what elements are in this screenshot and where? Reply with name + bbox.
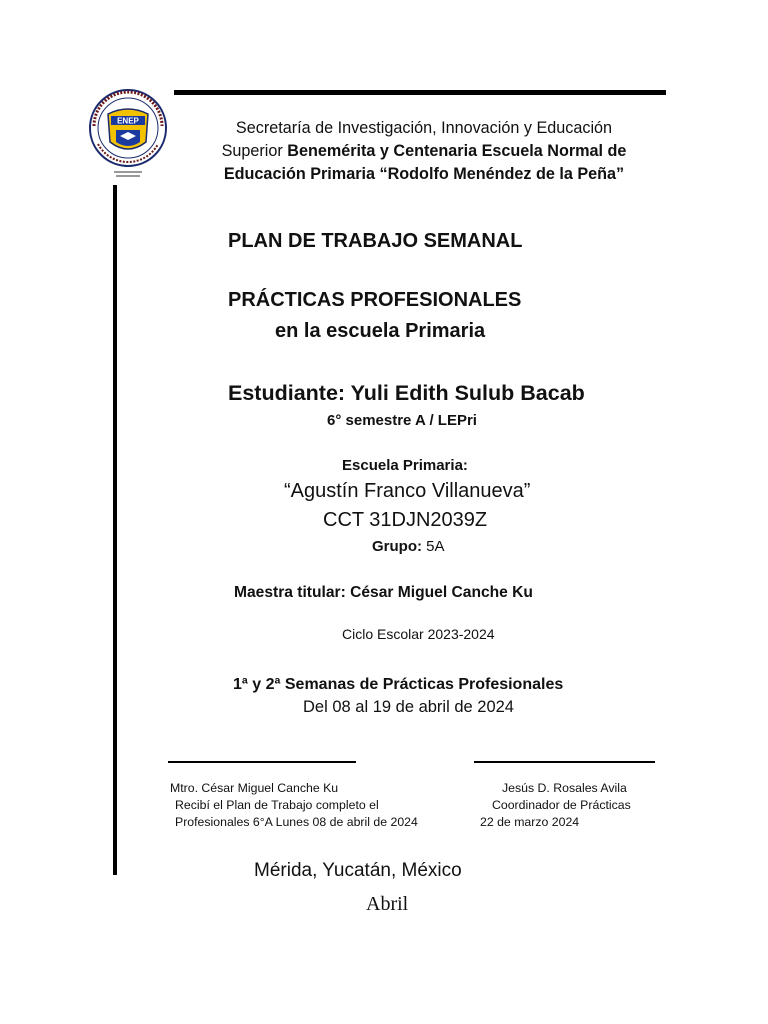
signature-right-date: 22 de marzo 2024: [480, 815, 580, 829]
left-divider: [113, 185, 117, 875]
signature-line-right: [474, 761, 655, 763]
weeks-title: 1ª y 2ª Semanas de Prácticas Profesionales: [233, 676, 564, 693]
signature-left-date: Profesionales 6°A Lunes 08 de abril de 2024: [175, 815, 418, 829]
group-info: [372, 538, 445, 555]
signature-left-note: Recibí el Plan de Trabajo completo el: [175, 798, 379, 812]
institution-line-1: Secretaría de Investigación, Innovación y Educación: [235, 119, 613, 137]
signature-left-name: Mtro. César Miguel Canche Ku: [170, 781, 339, 795]
school-label: Escuela Primaria:: [342, 457, 468, 474]
student-semester: 6° semestre A / LEPri: [327, 412, 477, 429]
school-cct: CCT 31DJN2039Z: [323, 509, 488, 531]
weeks-dates: Del 08 al 19 de abril de 2024: [303, 698, 514, 716]
top-divider: [174, 90, 666, 95]
institution-line-3: Educación Primaria “Rodolfo Menéndez de la Peña”: [223, 165, 625, 183]
teacher-name: Maestra titular: César Miguel Canche Ku: [234, 584, 533, 601]
institution-line-2: [199, 140, 649, 163]
logo-acronym: ENEP: [117, 116, 139, 126]
school-cycle: Ciclo Escolar 2023-2024: [342, 626, 495, 642]
plan-title: PLAN DE TRABAJO SEMANAL: [228, 230, 523, 252]
institution-header: [199, 117, 649, 186]
signature-line-left: [168, 761, 356, 763]
school-name: “Agustín Franco Villanueva”: [284, 480, 531, 502]
place: Mérida, Yucatán, México: [254, 860, 462, 881]
signature-right-name: Jesús D. Rosales Avila: [502, 781, 627, 795]
enep-seal-logo: [86, 86, 170, 182]
group-label: Grupo:: [372, 538, 422, 555]
student-name: Estudiante: Yuli Edith Sulub Bacab: [228, 381, 585, 405]
practicas-title: PRÁCTICAS PROFESIONALES: [228, 289, 522, 311]
month: Abril: [366, 893, 409, 915]
institution-line-2-normal: Superior: [221, 142, 288, 160]
group-value: 5A: [422, 538, 445, 555]
escuela-subtitle: en la escuela Primaria: [275, 320, 486, 342]
signature-right-role: Coordinador de Prácticas: [492, 798, 631, 812]
institution-line-2-bold: Benemérita y Centenaria Escuela Normal de: [287, 142, 627, 160]
